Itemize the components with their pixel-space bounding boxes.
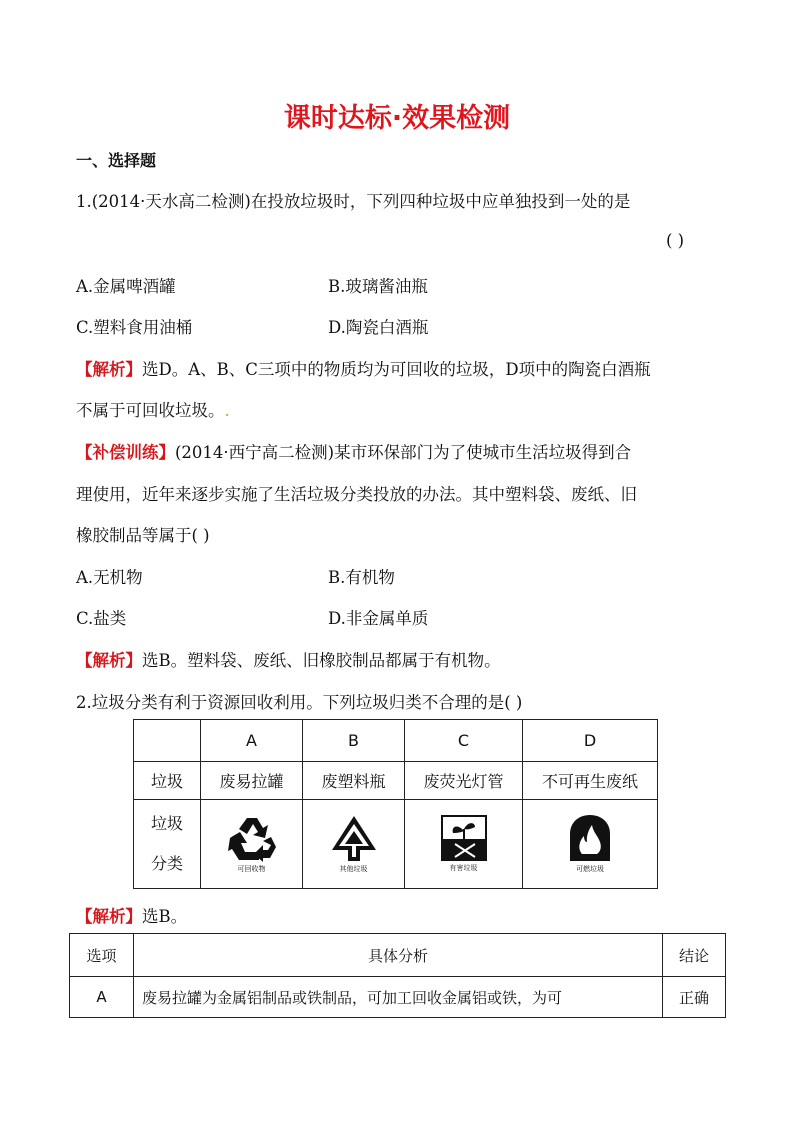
page-title: 课时达标·效果检测 xyxy=(283,103,511,134)
icon-cell-b xyxy=(303,800,405,889)
supplement-tag: 【补偿训练】 xyxy=(76,443,175,462)
analysis-text: 选B。 xyxy=(142,907,188,926)
icon-cell-d xyxy=(523,800,658,889)
header-cell-b: B xyxy=(303,720,405,762)
row-label: 垃圾 xyxy=(134,762,201,800)
item-cell-b: 废塑料瓶 xyxy=(303,762,405,800)
question-1-analysis-line-2 xyxy=(76,397,230,421)
header-cell-d: D xyxy=(523,720,658,762)
question-1-option-b: B.玻璃酱油瓶 xyxy=(328,277,428,296)
stray-dot: . xyxy=(224,401,230,420)
icon-caption-a: 可回收物 xyxy=(237,865,266,873)
table-header-row xyxy=(134,720,658,762)
question-2-stem: 2.垃圾分类有利于资源回收利用。下列垃圾归类不合理的是( ) xyxy=(76,693,523,712)
row-conclusion: 正确 xyxy=(663,977,726,1018)
analysis-text: 选D。A、B、C三项中的物质均为可回收的垃圾，D项中的陶瓷白酒瓶 xyxy=(142,360,651,379)
question-2-analysis xyxy=(76,903,187,927)
table-header-row xyxy=(70,934,726,977)
hazardous-waste-icon xyxy=(441,815,487,861)
icon-cell-a xyxy=(201,800,303,889)
section-heading: 一、选择题 xyxy=(76,151,157,170)
analysis-tag: 【解析】 xyxy=(76,360,142,379)
supplement-stem-line-3: 橡胶制品等属于( ) xyxy=(76,526,210,545)
supplement-option-c: C.盐类 xyxy=(76,609,127,628)
header-analysis: 具体分析 xyxy=(134,934,663,977)
other-waste-icon xyxy=(330,814,378,862)
table-row xyxy=(134,762,658,800)
table-row xyxy=(134,800,658,889)
item-cell-c: 废荧光灯管 xyxy=(405,762,523,800)
header-option: 选项 xyxy=(70,934,134,977)
item-cell-a: 废易拉罐 xyxy=(201,762,303,800)
question-1-option-d: D.陶瓷白酒瓶 xyxy=(328,318,429,337)
header-cell-a: A xyxy=(201,720,303,762)
recycle-icon xyxy=(227,814,277,862)
header-cell-c: C xyxy=(405,720,523,762)
question-1-option-a: A.金属啤酒罐 xyxy=(76,277,176,296)
icon-caption-d: 可燃垃圾 xyxy=(576,865,604,873)
category-label-cell xyxy=(134,800,201,889)
table-corner-cell xyxy=(134,720,201,762)
item-cell-d: 不可再生废纸 xyxy=(523,762,658,800)
supplement-option-b: B.有机物 xyxy=(328,568,395,587)
supplement-text: (2014·西宁高二检测)某市环保部门为了使城市生活垃圾得到合 xyxy=(175,443,632,462)
header-conclusion: 结论 xyxy=(663,934,726,977)
supplement-option-d: D.非金属单质 xyxy=(328,609,429,628)
icon-cell-c xyxy=(405,800,523,889)
analysis-text: 不属于可回收垃圾。 xyxy=(76,401,225,420)
analysis-tag: 【解析】 xyxy=(76,907,142,926)
category-label-2: 分类 xyxy=(150,854,183,873)
combustible-waste-icon xyxy=(568,814,612,862)
garbage-classification-table xyxy=(133,719,658,889)
analysis-text: 选B。塑料袋、废纸、旧橡胶制品都属于有机物。 xyxy=(142,651,501,670)
table-row xyxy=(70,977,726,1018)
supplement-stem-line-2: 理使用，近年来逐步实施了生活垃圾分类投放的办法。其中塑料袋、废纸、旧 xyxy=(76,485,637,504)
question-1-option-c: C.塑料食用油桶 xyxy=(76,318,193,337)
question-1-analysis xyxy=(76,356,651,380)
supplement-option-a: A.无机物 xyxy=(76,568,143,587)
icon-caption-c: 有害垃圾 xyxy=(449,864,478,872)
supplement-stem-line-1 xyxy=(76,439,631,463)
icon-caption-b: 其他垃圾 xyxy=(339,865,368,873)
question-1-answer-bracket: ( ) xyxy=(666,231,685,250)
supplement-analysis xyxy=(76,647,501,671)
row-option: A xyxy=(70,977,134,1018)
question-1-stem: 1.(2014·天水高二检测)在投放垃圾时，下列四种垃圾中应单独投到一处的是 xyxy=(76,192,631,211)
analysis-tag: 【解析】 xyxy=(76,651,142,670)
answer-analysis-table xyxy=(69,933,726,1018)
row-analysis: 废易拉罐为金属铝制品或铁制品，可加工回收金属铝或铁，为可 xyxy=(134,977,663,1018)
category-label-1: 垃圾 xyxy=(150,814,183,833)
